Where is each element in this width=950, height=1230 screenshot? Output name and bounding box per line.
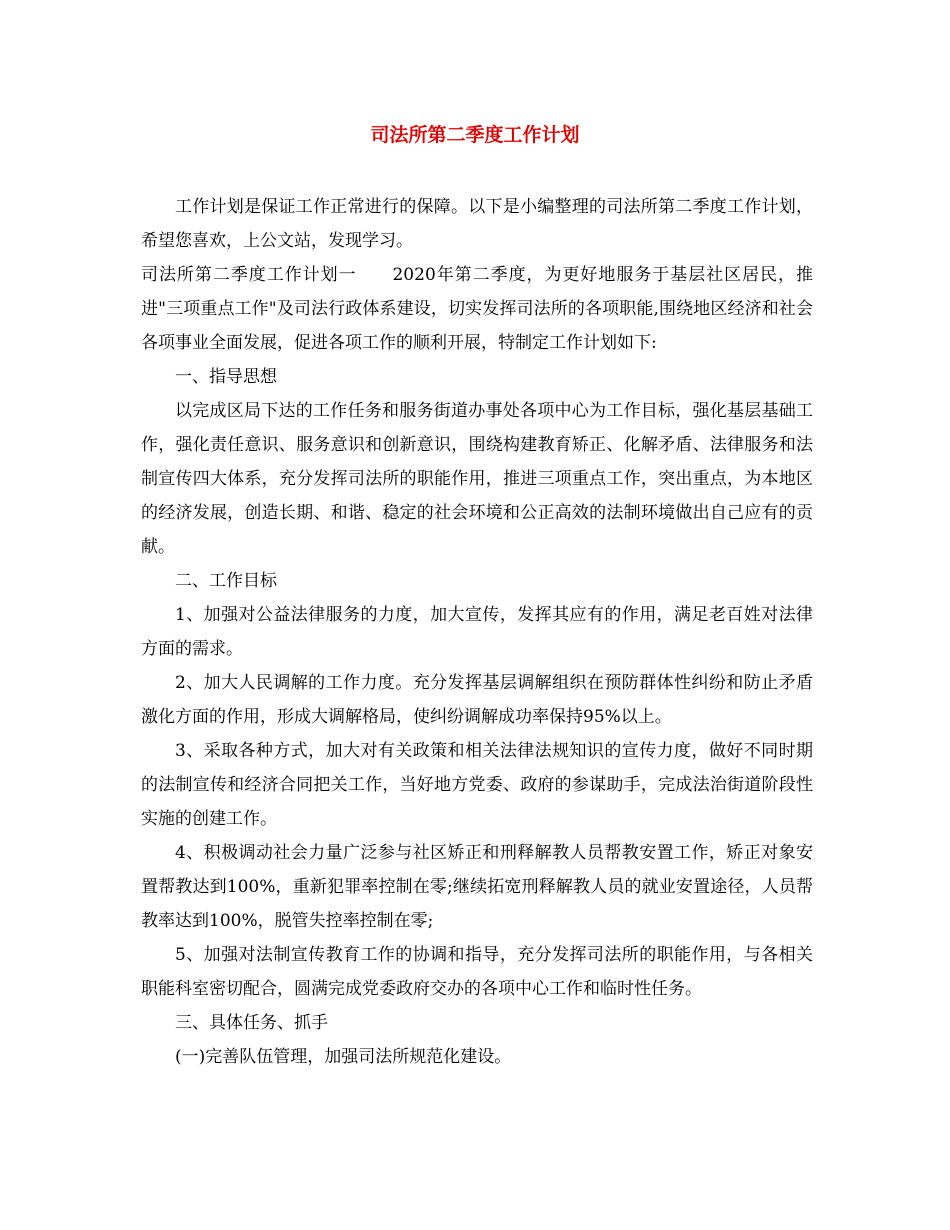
task-item-1: (一)完善队伍管理，加强司法所规范化建设。 (175, 1047, 512, 1067)
plan-one-paragraph: 司法所第二季度工作计划一 2020年第二季度，为更好地服务于基层社区居民，推进"三项重点工作"及司法行政体系建设，切实发挥司法所的各项职能,围绕地区经济和社会各项事业全面发展，促进各项工作的顺利开展，特制定工作计划如下: (141, 265, 813, 353)
section-heading-specific-tasks: 三、具体任务、抓手 (175, 1013, 328, 1033)
section-heading-guiding-thought: 一、指导思想 (175, 367, 277, 387)
section-heading-work-goals: 二、工作目标 (175, 571, 277, 591)
goal-item-1: 1、加强对公益法律服务的力度，加大宣传，发挥其应有的作用，满足老百姓对法律方面的需求。 (141, 605, 813, 659)
document-body (141, 190, 813, 1074)
document-title: 司法所第二季度工作计划 (370, 124, 580, 146)
intro-paragraph: 工作计划是保证工作正常进行的保障。以下是小编整理的司法所第二季度工作计划，希望您喜欢，上公文站，发现学习。 (141, 197, 813, 251)
goal-item-2: 2、加大人民调解的工作力度。充分发挥基层调解组织在预防群体性纠纷和防止矛盾激化方面的作用，形成大调解格局，使纠纷调解成功率保持95%以上。 (141, 673, 813, 727)
goal-item-5: 5、加强对法制宣传教育工作的协调和指导，充分发挥司法所的职能作用，与各相关职能科室密切配合，圆满完成党委政府交办的各项中心工作和临时性任务。 (141, 945, 813, 999)
goal-item-4: 4、积极调动社会力量广泛参与社区矫正和刑释解教人员帮教安置工作，矫正对象安置帮教达到100%，重新犯罪率控制在零;继续拓宽刑释解教人员的就业安置途径，人员帮教率达到100%，脱管失控率控制在零; (141, 843, 813, 931)
guiding-thought-paragraph: 以完成区局下达的工作任务和服务街道办事处各项中心为工作目标，强化基层基础工作，强化责任意识、服务意识和创新意识，围绕构建教育矫正、化解矛盾、法律服务和法制宣传四大体系，充分发挥司法所的职能作用，推进三项重点工作，突出重点，为本地区的经济发展，创造长期、和谐、稳定的社会环境和公正高效的法制环境做出自己应有的贡献。 (141, 401, 813, 557)
goal-item-3: 3、采取各种方式，加大对有关政策和相关法律法规知识的宣传力度，做好不同时期的法制宣传和经济合同把关工作，当好地方党委、政府的参谋助手，完成法治街道阶段性实施的创建工作。 (141, 741, 813, 829)
